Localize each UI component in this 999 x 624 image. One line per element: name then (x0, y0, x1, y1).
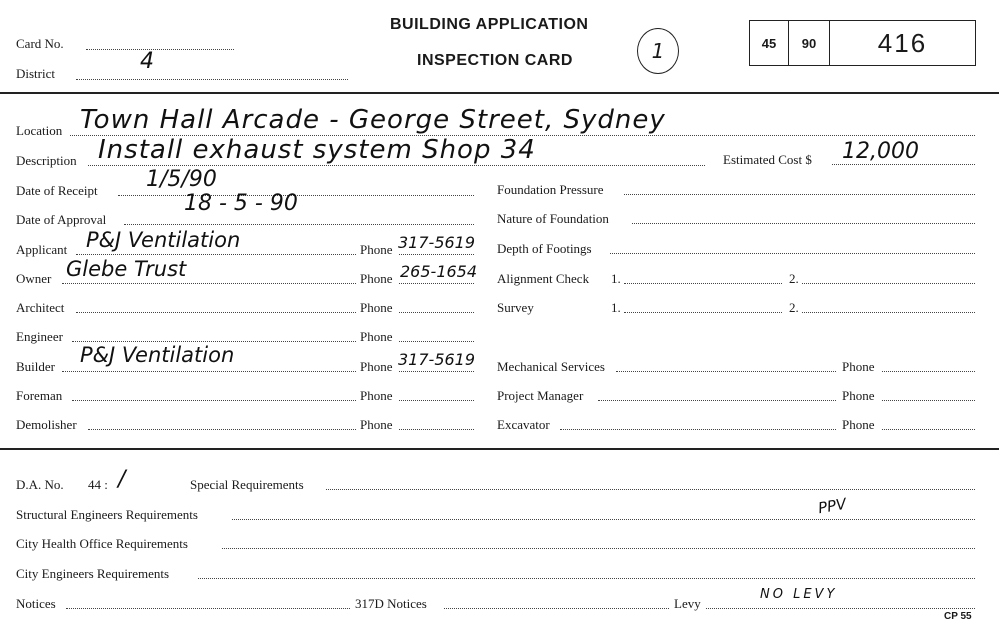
survey-field-2[interactable] (802, 312, 975, 313)
structural-field[interactable] (232, 519, 975, 520)
excavator-label: Excavator (497, 417, 550, 432)
card-box-2: 90 (789, 21, 830, 65)
alignment-num-1: 1. (611, 271, 621, 286)
engineer-field[interactable] (72, 341, 356, 342)
applicant-phone-value: 317-5619 (398, 233, 476, 252)
date-receipt-value: 1/5/90 (146, 167, 217, 192)
demolisher-field[interactable] (88, 429, 356, 430)
structural-label: Structural Engineers Requirements (16, 507, 198, 522)
city-engineers-field[interactable] (198, 578, 975, 579)
mechanical-services-field[interactable] (616, 371, 836, 372)
builder-phone-value: 317-5619 (398, 350, 476, 369)
card-box-1: 45 (750, 21, 789, 65)
card-number-boxes (749, 20, 976, 66)
bottom-divider (0, 448, 999, 450)
foreman-phone-field[interactable] (399, 400, 474, 401)
architect-phone-label: Phone (360, 300, 393, 315)
excavator-field[interactable] (560, 429, 836, 430)
alignment-field-2[interactable] (802, 283, 975, 284)
date-approval-value: 18 - 5 - 90 (184, 191, 298, 216)
excavator-phone-field[interactable] (882, 429, 975, 430)
architect-label: Architect (16, 300, 65, 315)
da-no-label: D.A. No. (16, 477, 64, 492)
nature-foundation-field[interactable] (632, 223, 975, 224)
engineer-phone-field[interactable] (399, 341, 474, 342)
foreman-phone-label: Phone (360, 388, 393, 403)
owner-phone-value: 265-1654 (400, 262, 478, 281)
levy-value: NO LEVY (760, 587, 838, 602)
project-manager-phone-label: Phone (842, 388, 875, 403)
description-value: Install exhaust system Shop 34 (98, 135, 536, 165)
description-label: Description (16, 153, 77, 168)
form-title: BUILDING APPLICATION (390, 16, 589, 33)
demolisher-label: Demolisher (16, 417, 77, 432)
form-subtitle: INSPECTION CARD (417, 52, 573, 69)
owner-field[interactable] (62, 283, 356, 284)
city-engineers-label: City Engineers Requirements (16, 566, 170, 581)
architect-field[interactable] (76, 312, 356, 313)
estimated-cost-label: Estimated Cost $ (723, 152, 812, 167)
card-no-field[interactable] (86, 49, 234, 50)
applicant-phone-field[interactable] (399, 254, 474, 255)
foreman-field[interactable] (72, 400, 356, 401)
district-label: District (16, 66, 55, 81)
foreman-label: Foreman (16, 388, 63, 403)
district-value: 4 (140, 49, 154, 74)
description-field[interactable] (88, 165, 705, 166)
alignment-check-label: Alignment Check (497, 271, 590, 286)
applicant-label: Applicant (16, 242, 68, 257)
excavator-phone-label: Phone (842, 417, 875, 432)
builder-phone-field[interactable] (399, 371, 474, 372)
owner-label: Owner (16, 271, 52, 286)
builder-value: P&J Ventilation (80, 343, 235, 367)
project-manager-phone-field[interactable] (882, 400, 975, 401)
form-code: CP 55 (944, 611, 972, 622)
foundation-pressure-label: Foundation Pressure (497, 182, 604, 197)
survey-label: Survey (497, 300, 534, 315)
notices-field[interactable] (66, 608, 350, 609)
date-receipt-label: Date of Receipt (16, 183, 98, 198)
depth-footings-label: Depth of Footings (497, 241, 592, 256)
owner-phone-label: Phone (360, 271, 393, 286)
builder-field[interactable] (62, 371, 356, 372)
card-box-3: 416 (877, 27, 928, 58)
health-label: City Health Office Requirements (16, 536, 188, 551)
alignment-field-1[interactable] (624, 283, 782, 284)
survey-num-1: 1. (611, 300, 621, 315)
owner-value: Glebe Trust (66, 257, 187, 281)
levy-field[interactable] (706, 608, 975, 609)
mechanical-phone-label: Phone (842, 359, 875, 374)
owner-phone-field[interactable] (399, 283, 474, 284)
architect-phone-field[interactable] (399, 312, 474, 313)
engineer-label: Engineer (16, 329, 63, 344)
foundation-pressure-field[interactable] (624, 194, 975, 195)
applicant-field[interactable] (76, 254, 356, 255)
project-manager-label: Project Manager (497, 388, 584, 403)
notices-label: Notices (16, 596, 56, 611)
builder-label: Builder (16, 359, 55, 374)
special-requirements-label: Special Requirements (190, 477, 304, 492)
da-no-value: 44 : (88, 477, 108, 492)
demolisher-phone-label: Phone (360, 417, 393, 432)
survey-num-2: 2. (789, 300, 799, 315)
alignment-num-2: 2. (789, 271, 799, 286)
health-field[interactable] (222, 548, 975, 549)
da-no-tick: / (118, 467, 126, 492)
district-field[interactable] (76, 79, 348, 80)
date-approval-field[interactable] (124, 224, 474, 225)
builder-phone-label: Phone (360, 359, 393, 374)
header-divider (0, 92, 999, 94)
engineer-phone-label: Phone (360, 329, 393, 344)
demolisher-phone-field[interactable] (399, 429, 474, 430)
location-value: Town Hall Arcade - George Street, Sydney (80, 105, 666, 135)
structural-note: PPV (816, 494, 848, 518)
card-no-label: Card No. (16, 36, 64, 51)
circled-number: 1 (637, 28, 679, 74)
mechanical-phone-field[interactable] (882, 371, 975, 372)
project-manager-field[interactable] (598, 400, 836, 401)
notices-317d-label: 317D Notices (355, 596, 427, 611)
date-approval-label: Date of Approval (16, 212, 107, 227)
notices-317d-field[interactable] (444, 608, 669, 609)
special-requirements-field[interactable] (326, 489, 975, 490)
estimated-cost-field[interactable] (832, 164, 975, 165)
levy-label: Levy (674, 596, 701, 611)
mechanical-services-label: Mechanical Services (497, 359, 605, 374)
applicant-phone-label: Phone (360, 242, 393, 257)
survey-field-1[interactable] (624, 312, 782, 313)
estimated-cost-value: 12,000 (842, 139, 919, 164)
nature-foundation-label: Nature of Foundation (497, 211, 609, 226)
depth-footings-field[interactable] (610, 253, 975, 254)
location-label: Location (16, 123, 63, 138)
applicant-value: P&J Ventilation (86, 228, 241, 252)
